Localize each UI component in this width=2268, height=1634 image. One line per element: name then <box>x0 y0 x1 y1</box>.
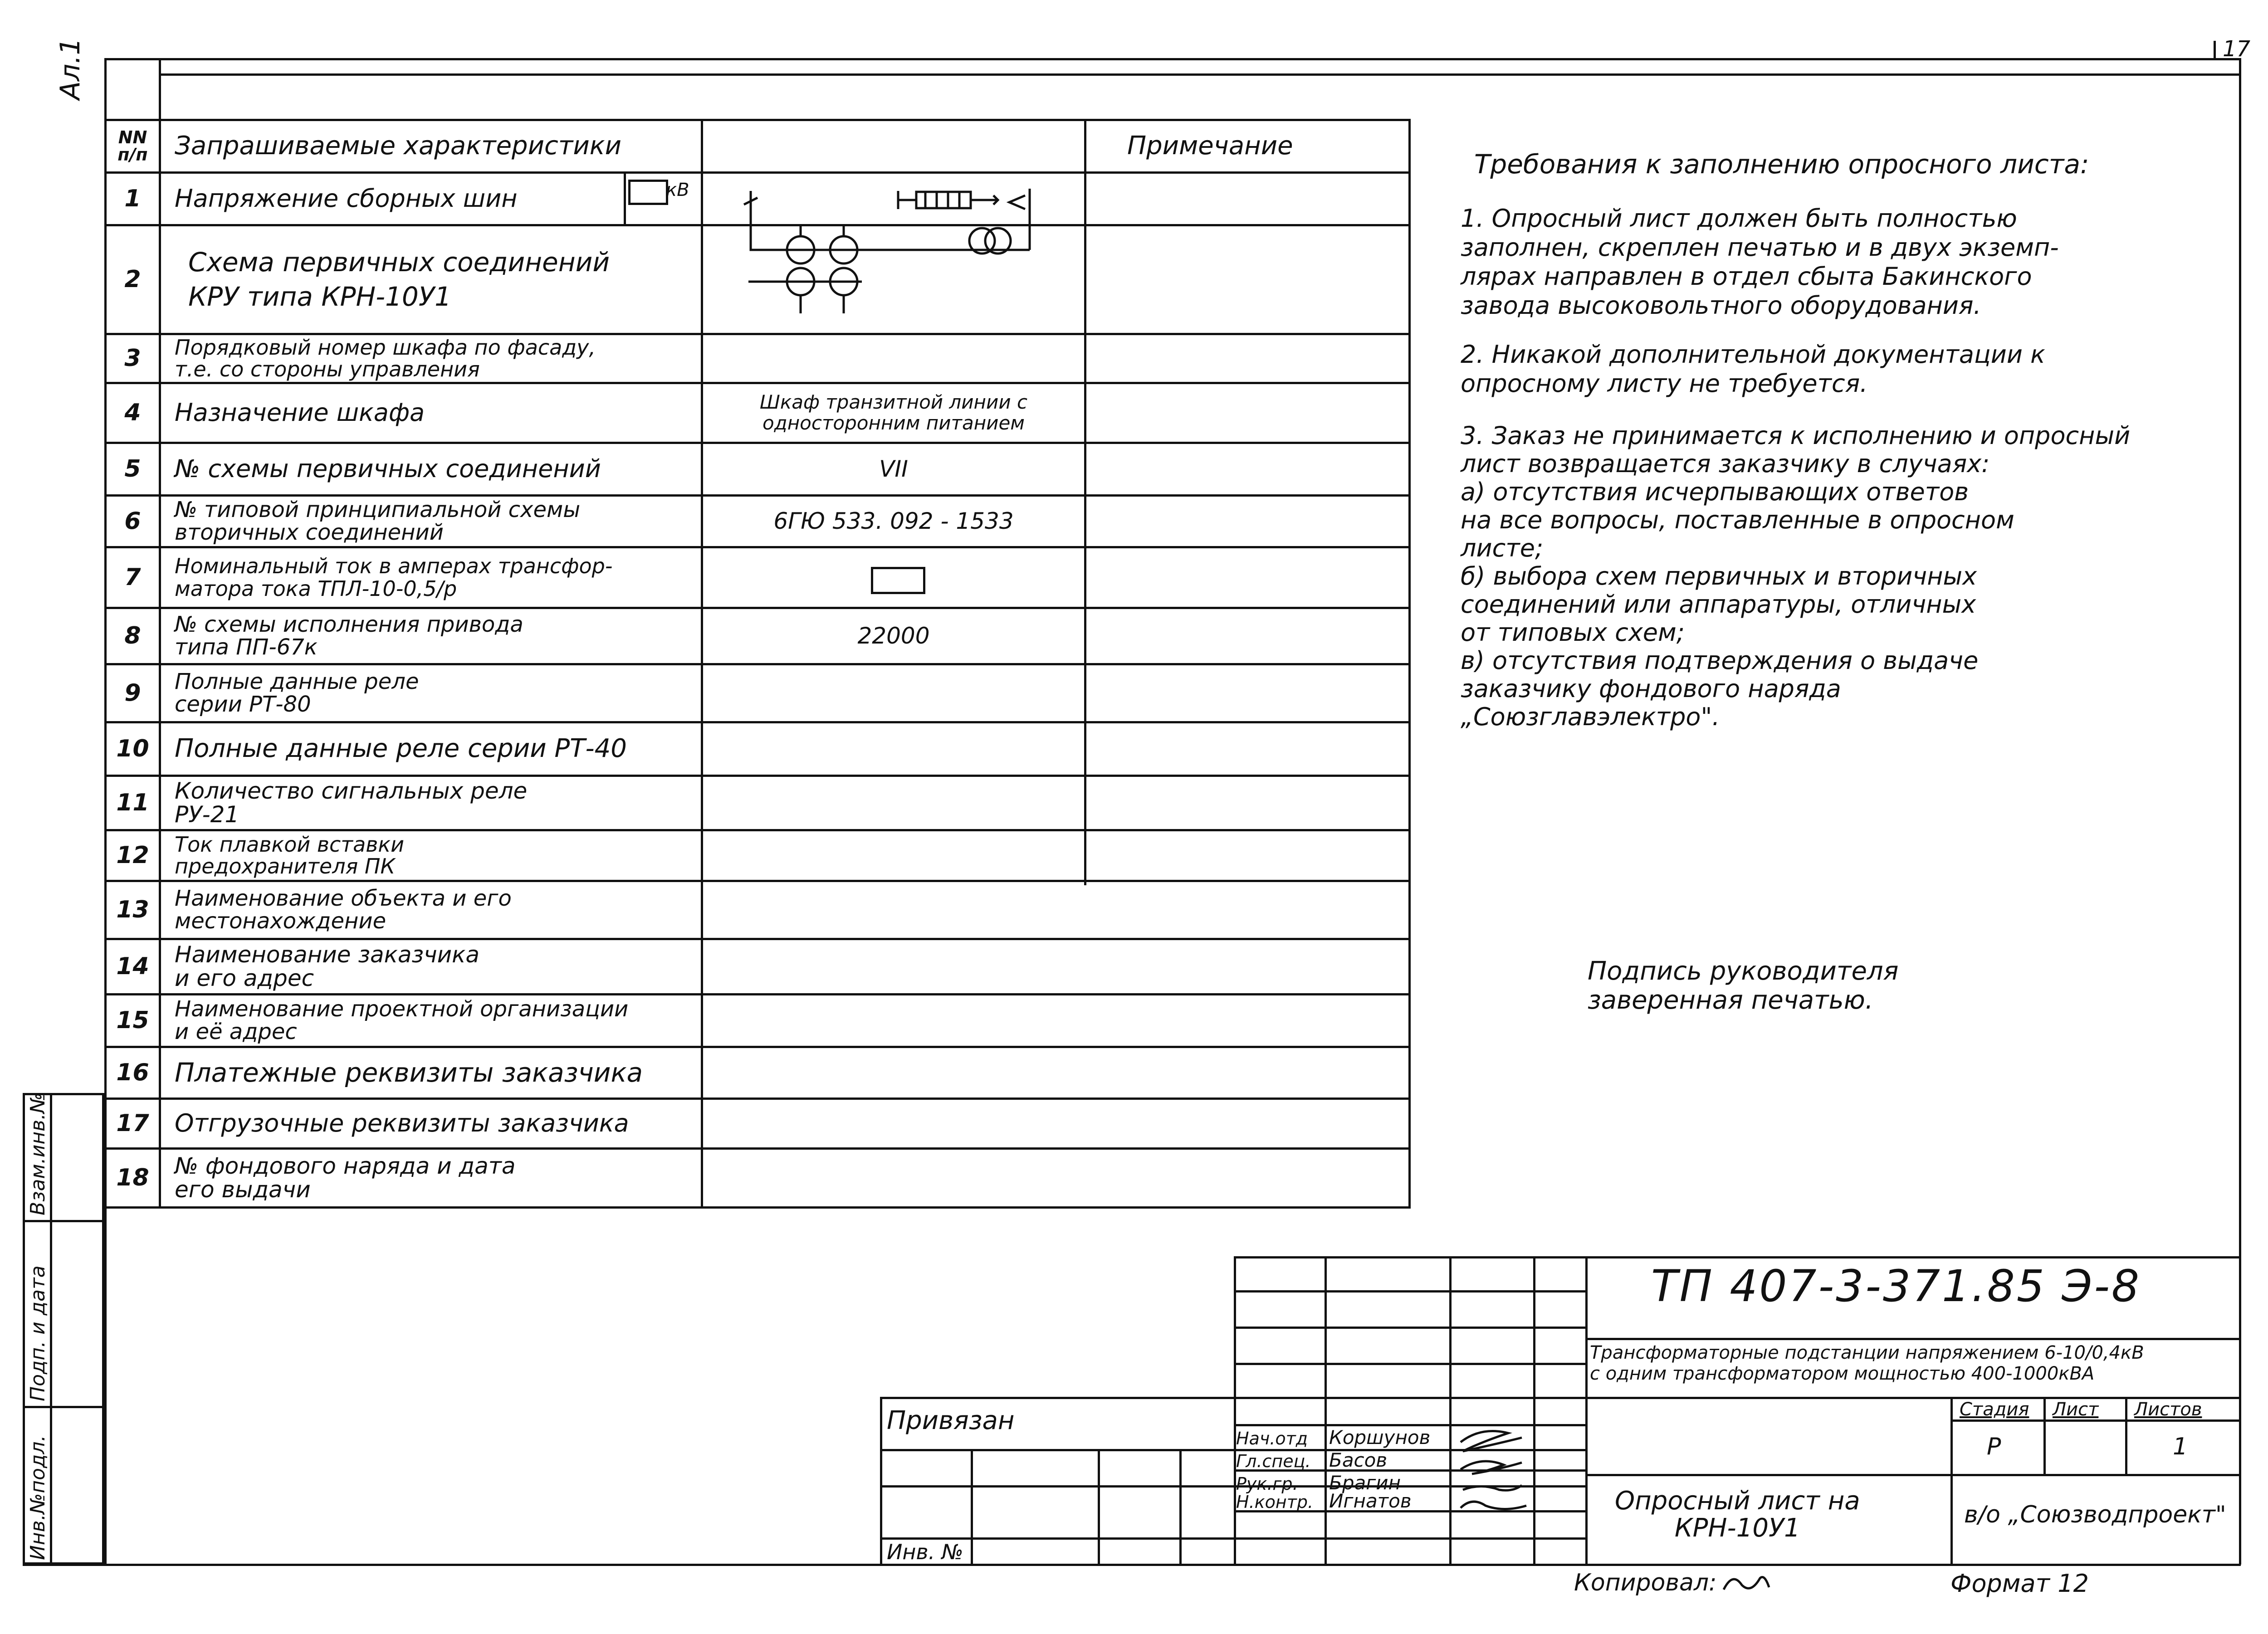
sheet-label: Лист <box>2053 1399 2099 1420</box>
col-line <box>1084 119 1086 885</box>
tb-line <box>1234 1327 1585 1329</box>
role-label: Рук.гр. <box>1236 1474 1298 1494</box>
person-name: Игнатов <box>1329 1490 1412 1512</box>
doc-code: ТП 407-3-371.85 Э-8 <box>1651 1261 2141 1312</box>
row-number: 10 <box>116 735 149 762</box>
role-label: Нач.отд <box>1236 1429 1308 1449</box>
row-question: Количество сигнальных реле РУ-21 <box>175 777 528 828</box>
row-number: 4 <box>124 399 141 426</box>
unit-kv: кВ <box>666 180 689 200</box>
requirement-item-1: 1. Опросный лист должен быть полностью заполнен, скреплен печатью и в двух экземп- лярах направлен в отдел сбыта Бакинского завода высоковольтного оборудования. <box>1461 204 2059 320</box>
row-number: 12 <box>116 841 149 869</box>
person-name: Брагин <box>1329 1472 1401 1494</box>
sheets-value: 1 <box>2173 1433 2188 1460</box>
tb-line <box>880 1397 2241 1399</box>
row-question: № типовой принципиальной схемы вторичных соединений <box>175 497 581 545</box>
row-number: 5 <box>124 455 141 483</box>
signatures <box>1454 1424 1531 1515</box>
frame-top <box>104 58 2241 60</box>
tb-line <box>971 1449 973 1565</box>
tb-line <box>880 1537 1585 1540</box>
header-num: NN п/п <box>117 127 148 165</box>
organization: в/о „Союзводпроект" <box>1964 1501 2226 1528</box>
sheets-label: Листов <box>2134 1399 2202 1420</box>
row-question: № схемы исполнения привода типа ПП-67к <box>175 611 523 660</box>
signature-note: Подпись руководителя заверенная печатью. <box>1588 956 1899 1015</box>
row-answer: Шкаф транзитной линии с односторонним питанием <box>759 390 1028 434</box>
row-question: Ток плавкой вставки предохранителя ПК <box>175 832 405 878</box>
tb-line <box>1234 1256 1236 1565</box>
frame-mark <box>159 58 161 122</box>
side-stamp-row <box>23 1220 104 1222</box>
row-question: Назначение шкафа <box>175 398 425 427</box>
tb-line <box>1098 1449 1100 1565</box>
row-question: Напряжение сборных шин <box>175 184 518 213</box>
row-question: Полные данные реле серии РТ-40 <box>175 733 627 763</box>
row-question: Наименование объекта и его местонахождение <box>175 885 512 934</box>
row-question: Номинальный ток в амперах трансфор- матора тока ТПЛ-10-0,5/р <box>175 553 613 601</box>
primary-circuit-diagram <box>703 173 1082 332</box>
bound-label: Привязан <box>887 1406 1015 1435</box>
tb-line <box>1950 1397 1953 1565</box>
tb-line <box>1585 1338 2241 1340</box>
tb-line <box>1325 1256 1327 1565</box>
stage-value: Р <box>1987 1433 2001 1460</box>
side-stamp-row <box>23 1406 104 1408</box>
col-line <box>1408 119 1411 1207</box>
person-name: Басов <box>1329 1449 1388 1471</box>
format-label: Формат 12 <box>1950 1569 2089 1598</box>
row-question: Полные данные реле серии РТ-80 <box>175 668 419 717</box>
row-number: 3 <box>124 344 141 372</box>
row-question: Отгрузочные реквизиты заказчика <box>175 1108 629 1137</box>
header-characteristics: Запрашиваемые характеристики <box>175 131 622 161</box>
row-question: Схема первичных соединений КРУ типа КРН-10У1 <box>188 246 610 312</box>
frame-bottom <box>23 1564 2241 1566</box>
row-question: Наименование заказчика и его адрес <box>175 941 479 991</box>
current-input-box[interactable] <box>871 567 925 594</box>
sheet-label: Ал.1 <box>54 38 86 100</box>
requirement-item-3: 3. Заказ не принимается к исполнению и опросный лист возвращается заказчику в случаях: а) отсутствия исчерпывающих ответов на все вопросы, поставленные в опросном листе; б) выбора схем первичных и вторичных соединений или аппаратуры, отличных от типовых схем; в) отсутствия подтверждения о выдаче заказчику фондового наряда „Союзглавэлектро". <box>1461 421 2131 731</box>
tb-line <box>2043 1397 2046 1474</box>
copied-signature <box>1719 1567 1774 1599</box>
side-stamp-divider <box>50 1093 52 1565</box>
role-label: Гл.спец. <box>1236 1451 1311 1471</box>
tb-line <box>2125 1397 2127 1474</box>
stage-label: Стадия <box>1960 1399 2029 1420</box>
tb-line <box>1585 1474 2241 1476</box>
doc-description: Трансформаторные подстанции напряжением 6-10/0,4кВ с одним трансформатором мощностью 400-1000кВА <box>1590 1342 2144 1384</box>
row-number: 11 <box>116 789 149 816</box>
row-number: 13 <box>116 896 149 923</box>
row-question: № схемы первичных соединений <box>175 454 601 483</box>
frame-inner-top <box>159 73 2241 76</box>
row-number: 9 <box>124 679 141 707</box>
row-number: 8 <box>124 622 141 649</box>
inv-label: Инв. № <box>887 1540 963 1564</box>
doc-title: Опросный лист на КРН-10У1 <box>1615 1486 1860 1543</box>
tb-line <box>1449 1256 1452 1565</box>
row-question: № фондового наряда и дата его выдачи <box>175 1152 516 1203</box>
row-answer: VII <box>879 455 908 482</box>
row-number: 15 <box>116 1006 149 1034</box>
side-stamp-label: Подп. и дата <box>26 1265 49 1401</box>
row-question: Порядковый номер шкафа по фасаду, т.е. со стороны управления <box>175 335 596 381</box>
tb-line <box>1234 1363 1585 1365</box>
row-number: 1 <box>124 185 141 212</box>
page-number: 17 <box>2223 36 2251 62</box>
voltage-input-box[interactable] <box>628 180 668 205</box>
side-stamp-label: Инв.№подл. <box>26 1435 49 1560</box>
row-number: 6 <box>124 507 141 535</box>
row-number: 18 <box>116 1164 149 1191</box>
row-question: Наименование проектной организации и её адрес <box>175 996 629 1044</box>
row-line <box>104 1206 1411 1209</box>
tb-line <box>1234 1256 2241 1258</box>
col-line <box>624 173 626 225</box>
tb-line <box>1533 1256 1535 1565</box>
copied-label: Копировал: <box>1574 1569 1717 1596</box>
header-note: Примечание <box>1127 131 1293 161</box>
requirement-item-2: 2. Никакой дополнительной документации к опросному листу не требуется. <box>1461 340 2045 398</box>
row-number: 7 <box>124 563 141 591</box>
tb-line <box>1234 1290 1585 1293</box>
row-question: Платежные реквизиты заказчика <box>175 1057 643 1088</box>
page-mark <box>2214 41 2216 59</box>
row-answer: 6ГЮ 533. 092 - 1533 <box>773 507 1014 534</box>
row-number: 16 <box>116 1058 149 1086</box>
row-answer: 22000 <box>857 622 930 649</box>
side-stamp-label: Взам.инв.№ <box>26 1093 49 1215</box>
row-number: 14 <box>116 952 149 980</box>
role-label: Н.контр. <box>1236 1492 1314 1512</box>
requirements-title: Требования к заполнению опросного листа: <box>1474 149 2089 180</box>
person-name: Коршунов <box>1329 1426 1431 1449</box>
row-number: 17 <box>116 1109 149 1137</box>
row-number: 2 <box>124 265 141 293</box>
tb-line <box>1585 1256 1588 1565</box>
tb-line <box>1179 1449 1182 1565</box>
